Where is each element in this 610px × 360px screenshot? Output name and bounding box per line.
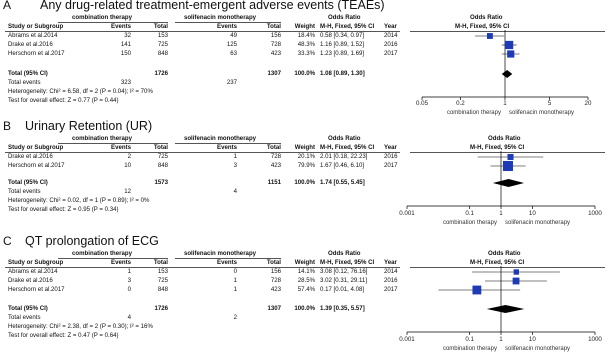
total2: 156 xyxy=(270,268,281,275)
or-plot-sub-header: M-H, Fixed, 95% CI xyxy=(470,144,525,151)
year: 2017 xyxy=(384,286,398,293)
x-tick-label: 20 xyxy=(584,100,592,107)
total2: 728 xyxy=(270,277,281,284)
events2-header: Events xyxy=(217,144,237,151)
or-plot-header: Odds Ratio xyxy=(470,14,503,21)
total2-header: Total xyxy=(266,144,281,151)
events2-header: Events xyxy=(217,259,237,266)
or-sub-header: M-H, Fixed, 95% CI xyxy=(320,144,375,151)
x-tick-label: 0.05 xyxy=(415,100,429,107)
total-ci: 1.08 [0.89, 1.30] xyxy=(320,70,365,77)
study-marker xyxy=(507,154,513,160)
weight: 48.3% xyxy=(297,41,315,48)
study-name: Herschorn et al.2017 xyxy=(8,50,65,57)
study-header: Study or Subgroup xyxy=(8,23,64,30)
events1: 0 xyxy=(127,286,131,293)
events1-header: Events xyxy=(111,259,131,266)
total1-sum: 1573 xyxy=(154,179,168,186)
study-name: Abrams et al.2014 xyxy=(8,268,58,275)
total1-sum: 1726 xyxy=(154,70,168,77)
year: 2017 xyxy=(384,162,398,169)
x-tick-label: 1000 xyxy=(588,336,602,343)
forest-plot-c xyxy=(395,266,610,358)
events1: 2 xyxy=(127,153,131,160)
weight: 20.1% xyxy=(297,153,315,160)
total-ci: 1.74 [0.55, 5.45] xyxy=(320,179,365,186)
year: 2016 xyxy=(384,41,398,48)
total2: 156 xyxy=(270,32,281,39)
events2-sum: 2 xyxy=(233,314,237,321)
panel-title: Urinary Retention (UR) xyxy=(25,119,153,133)
year: 2014 xyxy=(384,32,398,39)
total2: 728 xyxy=(270,153,281,160)
odds-ratio-ci: 2.01 [0.18, 22.23] xyxy=(320,153,368,160)
weight: 14.1% xyxy=(297,268,315,275)
or-sub-header: M-H, Fixed, 95% CI xyxy=(320,23,375,30)
axis-label-right: solifenacin monotherapy xyxy=(505,346,571,352)
events1-header: Events xyxy=(111,144,131,151)
events2: 125 xyxy=(226,41,237,48)
odds-ratio-ci: 1.67 [0.46, 6.10] xyxy=(320,162,365,169)
year-header: Year xyxy=(384,144,397,151)
total1: 725 xyxy=(157,277,168,284)
axis-label-right: solifenacin monotherapy xyxy=(505,220,571,226)
heterogeneity-text: Heterogeneity: Chi² = 6.58, df = 2 (P = 0.04); I² = 70% xyxy=(8,88,153,95)
or-plot-sub-header: M-H, Fixed, 95% CI xyxy=(470,259,525,266)
total1: 848 xyxy=(157,50,168,57)
or-plot-header: Odds Ratio xyxy=(488,135,521,142)
events2: 49 xyxy=(230,32,237,39)
events2: 1 xyxy=(233,286,237,293)
events1-sum: 4 xyxy=(127,314,131,321)
total2-header: Total xyxy=(266,23,281,30)
events1-header: Events xyxy=(111,23,131,30)
panel-title: Any drug-related treatment-emergent adverse events (TEAEs) xyxy=(40,0,385,12)
total-label: Total (95% CI) xyxy=(8,305,48,312)
or-header: Odds Ratio xyxy=(328,250,361,257)
panel-b xyxy=(0,121,610,230)
or-plot-sub-header: M-H, Fixed, 95% CI xyxy=(455,23,510,30)
total2-sum: 1307 xyxy=(267,70,281,77)
panel-letter: B xyxy=(3,119,12,133)
odds-ratio-ci: 3.02 [0.31, 29.11] xyxy=(320,277,367,284)
year: 2016 xyxy=(384,277,398,284)
overall-effect-text: Test for overall effect: Z = 0.77 (P = 0.44) xyxy=(8,97,119,104)
panel-letter: A xyxy=(3,0,12,12)
events-label: Total events xyxy=(8,314,41,321)
x-tick-label: 0.2 xyxy=(456,100,465,107)
group2-header: solifenacin monotherapy xyxy=(183,250,257,257)
study-marker xyxy=(513,278,520,285)
x-tick-label: 0.1 xyxy=(465,336,474,343)
total-label: Total (95% CI) xyxy=(8,179,48,186)
x-tick-label: 0.001 xyxy=(399,336,415,343)
x-tick-label: 10 xyxy=(528,336,536,343)
weight-header: Weight xyxy=(294,23,315,30)
total2-sum: 1307 xyxy=(267,305,281,312)
events2: 1 xyxy=(233,277,237,284)
x-tick-label: 1000 xyxy=(588,210,602,217)
weight-header: Weight xyxy=(294,144,315,151)
events1-sum: 323 xyxy=(120,79,131,86)
events1: 10 xyxy=(124,162,131,169)
total1: 848 xyxy=(157,286,168,293)
total1: 725 xyxy=(157,153,168,160)
year: 2014 xyxy=(384,268,398,275)
study-name: Abrams et al.2014 xyxy=(8,32,58,39)
total2: 728 xyxy=(270,41,281,48)
events1-sum: 12 xyxy=(124,188,131,195)
overall-effect-text: Test for overall effect: Z = 0.47 (P = 0.64) xyxy=(8,332,119,339)
forest-plot-a xyxy=(410,30,610,120)
total2-header: Total xyxy=(266,259,281,266)
panel-c xyxy=(0,236,610,360)
total2: 423 xyxy=(270,286,281,293)
total-label: Total (95% CI) xyxy=(8,70,48,77)
events2: 3 xyxy=(233,162,237,169)
total1-header: Total xyxy=(153,259,168,266)
year-header: Year xyxy=(384,259,397,266)
total-weight: 100.0% xyxy=(294,179,315,186)
study-marker xyxy=(507,50,514,57)
total1: 153 xyxy=(157,32,168,39)
study-marker xyxy=(505,41,513,49)
weight: 33.3% xyxy=(297,50,315,57)
total-weight: 100.0% xyxy=(294,305,315,312)
study-marker xyxy=(472,286,481,295)
events-label: Total events xyxy=(8,79,41,86)
x-tick-label: 0.1 xyxy=(465,210,474,217)
odds-ratio-ci: 0.58 [0.34, 0.97] xyxy=(320,32,365,39)
study-header: Study or Subgroup xyxy=(8,144,64,151)
axis-label-left: combination therapy xyxy=(446,110,501,116)
heterogeneity-text: Heterogeneity: Chi² = 0.02, df = 1 (P = 0.89); I² = 0% xyxy=(8,197,150,204)
events1: 1 xyxy=(127,268,131,275)
study-name: Drake et al.2016 xyxy=(8,153,53,160)
axis-label-left: combination therapy xyxy=(442,220,497,226)
odds-ratio-ci: 1.16 [0.89, 1.52] xyxy=(320,41,365,48)
or-sub-header: M-H, Fixed, 95% CI xyxy=(320,259,375,266)
events1: 150 xyxy=(120,50,131,57)
group1-header: combination therapy xyxy=(72,14,132,21)
study-marker xyxy=(503,161,513,171)
pooled-diamond xyxy=(493,179,524,187)
events-label: Total events xyxy=(8,188,41,195)
study-marker xyxy=(514,269,519,274)
events1: 141 xyxy=(120,41,131,48)
panel-title: QT prolongation of ECG xyxy=(25,234,159,248)
total2: 423 xyxy=(270,162,281,169)
events2-header: Events xyxy=(217,23,237,30)
odds-ratio-ci: 1.23 [0.89, 1.69] xyxy=(320,50,365,57)
pooled-diamond xyxy=(502,70,512,78)
events2: 63 xyxy=(230,50,237,57)
group2-header: solifenacin monotherapy xyxy=(183,14,257,21)
panel-a xyxy=(0,0,610,118)
odds-ratio-ci: 3.08 [0.12, 76.16] xyxy=(320,268,368,275)
x-tick-label: 1 xyxy=(499,336,503,343)
overall-effect-text: Test for overall effect: Z = 0.95 (P = 0.34) xyxy=(8,206,119,213)
total1-header: Total xyxy=(153,23,168,30)
weight-header: Weight xyxy=(294,259,315,266)
events1: 32 xyxy=(124,32,131,39)
year-header: Year xyxy=(384,23,397,30)
weight: 79.9% xyxy=(297,162,315,169)
total-ci: 1.39 [0.35, 5.57] xyxy=(320,305,365,312)
total1: 725 xyxy=(157,41,168,48)
total2-sum: 1151 xyxy=(267,179,281,186)
group2-header: solifenacin monotherapy xyxy=(183,135,257,142)
x-tick-label: 1 xyxy=(503,100,507,107)
study-name: Drake et al.2016 xyxy=(8,41,53,48)
x-tick-label: 5 xyxy=(547,100,552,107)
events2: 1 xyxy=(233,153,237,160)
year: 2016 xyxy=(384,153,398,160)
year: 2017 xyxy=(384,50,398,57)
axis-label-left: combination therapy xyxy=(442,346,497,352)
total1-header: Total xyxy=(153,144,168,151)
total1: 848 xyxy=(157,162,168,169)
events2-sum: 237 xyxy=(226,79,237,86)
study-marker xyxy=(487,33,493,39)
x-tick-label: 10 xyxy=(528,210,536,217)
events1: 3 xyxy=(127,277,131,284)
study-name: Drake et al.2016 xyxy=(8,277,53,284)
group1-header: combination therapy xyxy=(72,135,132,142)
weight: 28.5% xyxy=(297,277,315,284)
total1-sum: 1726 xyxy=(154,305,168,312)
or-header: Odds Ratio xyxy=(328,135,361,142)
or-header: Odds Ratio xyxy=(328,14,361,21)
total-weight: 100.0% xyxy=(294,70,315,77)
events2: 0 xyxy=(233,268,237,275)
study-header: Study or Subgroup xyxy=(8,259,64,266)
axis-label-right: solifenacin monotherapy xyxy=(509,110,575,116)
weight: 57.4% xyxy=(297,286,315,293)
group1-header: combination therapy xyxy=(72,250,132,257)
or-plot-header: Odds Ratio xyxy=(488,250,521,257)
total1: 153 xyxy=(157,268,168,275)
study-name: Herschorn et al.2017 xyxy=(8,162,65,169)
weight: 18.4% xyxy=(297,32,315,39)
events2-sum: 4 xyxy=(233,188,237,195)
total2: 423 xyxy=(270,50,281,57)
x-tick-label: 0.001 xyxy=(399,210,415,217)
heterogeneity-text: Heterogeneity: Chi² = 2.38, df = 2 (P = 0.30); I² = 16% xyxy=(8,323,153,330)
x-tick-label: 1 xyxy=(499,210,503,217)
study-name: Herschorn et al.2017 xyxy=(8,286,65,293)
pooled-diamond xyxy=(487,305,525,313)
forest-plot-b xyxy=(395,151,610,231)
panel-letter: C xyxy=(3,234,12,248)
odds-ratio-ci: 0.17 [0.01, 4.08] xyxy=(320,286,365,293)
